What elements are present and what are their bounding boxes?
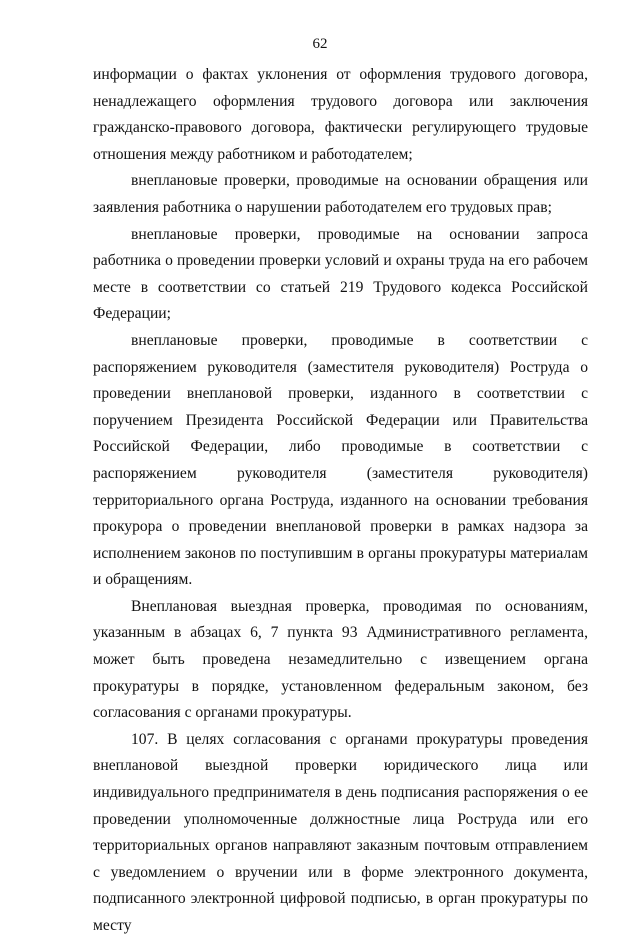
paragraph-unscheduled-inspections-order: внеплановые проверки, проводимые в соответствии с распоряжением руководителя (заместителя руководителя) Роструда о проведении внеплановой проверки, изданного в соответствии с поручением Президента Российской Федерации или Правительства Российской Федерации, либо проводимые в соответствии с распоряжением руководителя (заместителя руководителя) территориального органа Роструда, изданного на основании требования прокурора о проведении внеплановой проверки в рамках надзора за исполнением законов по поступившим в органы прокуратуры материалам и обращениям. xyxy=(93,331,588,589)
paragraph-item-107: 107. В целях согласования с органами прокуратуры проведения внеплановой выездной проверки юридического лица или индивидуального предпринимателя в день подписания распоряжения о ее проведении уполномоченные должностные лица Роструда или его территориальных органов направляют заказным почтовым отправлением с уведомлением о вручении или в форме электронного документа, подписанного электронной цифровой подписью, в орган прокуратуры по месту xyxy=(93,730,588,934)
page-number: 62 xyxy=(312,36,328,52)
paragraph-unscheduled-field-inspection: Внеплановая выездная проверка, проводимая по основаниям, указанным в абзацах 6, 7 пункта 93 Административного регламента, может быть проведена незамедлительно с извещением органа прокуратуры в порядке, установленном федеральным законом, без согласования с органами прокуратуры. xyxy=(93,597,588,722)
paragraph-continuation: информации о фактах уклонения от оформления трудового договора, ненадлежащего оформления трудового договора или заключения гражданско-правового договора, фактически регулирующего трудовые отношения между работником и работодателем; xyxy=(93,66,588,163)
paragraph-unscheduled-inspections-complaint: внеплановые проверки, проводимые на основании обращения или заявления работника о нарушении работодателем его трудовых прав; xyxy=(93,172,588,216)
paragraph-unscheduled-inspections-request: внеплановые проверки, проводимые на основании запроса работника о проведении проверки условий и охраны труда на его рабочем месте в соответствии со статьей 219 Трудового кодекса Российской Федерации; xyxy=(93,225,588,323)
document-body xyxy=(93,62,588,940)
